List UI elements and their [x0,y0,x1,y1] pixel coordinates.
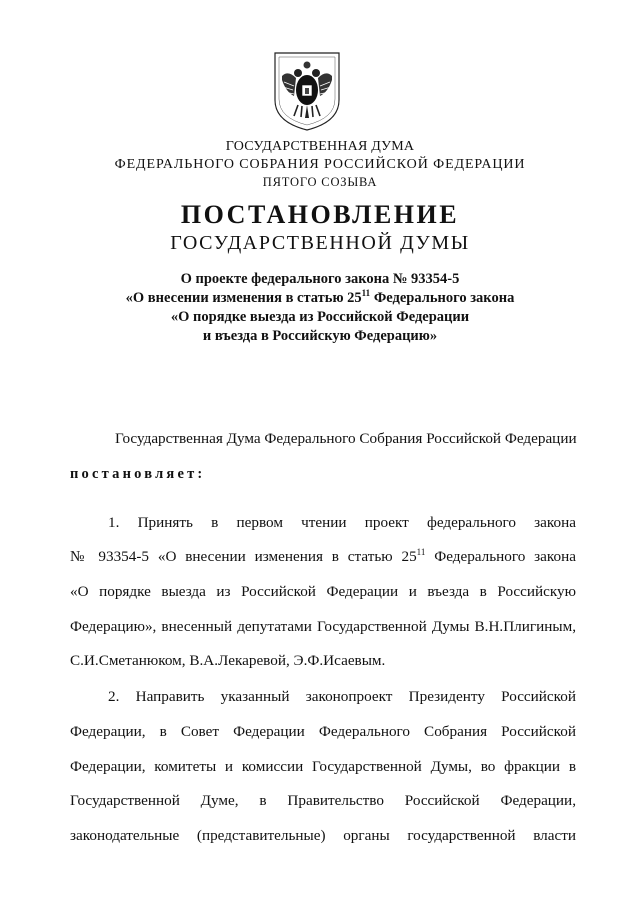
paragraph-1-line-5: С.И.Сметанюком, В.А.Лекаревой, Э.Ф.Исаевым. [70,652,386,669]
subject-line-4: и въезда в Российскую Федерацию» [202,328,438,344]
resolves-text: постановляет: [70,466,206,482]
paragraph-2-line-2: Федерации, в Совет Федерации Федерального Собрания Российской [70,723,576,740]
paragraph-1-line-1: 1. Принять в первом чтении проект федерального закона [108,514,576,531]
org-line-duma: ГОСУДАРСТВЕННАЯ ДУМА [225,139,415,154]
coat-of-arms-icon [272,50,342,132]
paragraph-2-line-3: Федерации, комитеты и комиссии Государственной Думы, во фракции в [70,758,576,775]
paragraph-2-line-4: Государственной Думе, в Правительство Российской Федерации, [70,792,576,809]
paragraph-1-line-2-end: Федерального закона [425,548,576,565]
org-line-federal-assembly: ФЕДЕРАЛЬНОГО СОБРАНИЯ РОССИЙСКОЙ ФЕДЕРАЦИИ [114,157,526,172]
subject-line-2-end: Федерального закона [370,290,515,306]
document-subtitle: ГОСУДАРСТВЕННОЙ ДУМЫ [170,232,470,254]
paragraph-1-line-4: Федерацию», внесенный депутатами Государственной Думы В.Н.Плигиным, [70,618,576,635]
subject-line-2 [0,290,640,307]
subject-line-2-start: «О внесении изменения в статью 25 [125,290,362,306]
article-superscript: 11 [361,288,371,299]
article-superscript: 11 [416,546,426,557]
paragraph-1-line-2 [70,548,576,566]
intro-text: Государственная Дума Федерального Собрания Российской Федерации [115,430,577,447]
document-title: ПОСТАНОВЛЕНИЕ [180,200,460,229]
subject-line-1: О проекте федерального закона № 93354-5 [180,271,460,287]
paragraph-2-line-5: законодательные (представительные) органы государственной власти [70,827,576,844]
paragraph-1-line-3: «О порядке выезда из Российской Федерации и въезда в Российскую [70,583,576,600]
paragraph-1-line-2-start: № 93354-5 «О внесении изменения в статью 25 [70,548,417,565]
paragraph-2-line-1: 2. Направить указанный законопроект Президенту Российской [108,688,576,705]
org-line-convocation: ПЯТОГО СОЗЫВА [262,175,378,189]
subject-line-3: «О порядке выезда из Российской Федерации [170,309,470,325]
